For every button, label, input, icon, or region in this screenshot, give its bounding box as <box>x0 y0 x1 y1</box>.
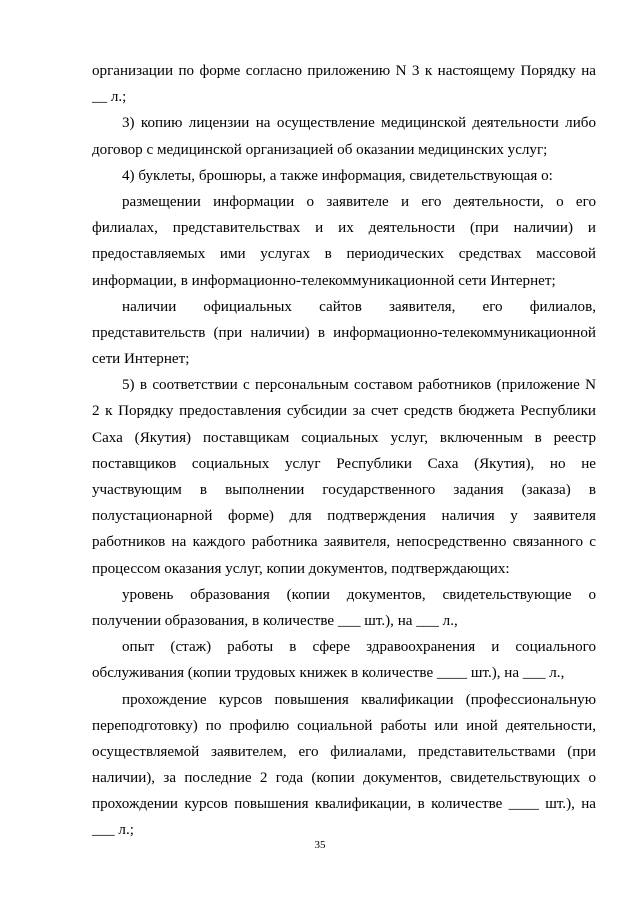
text-line: наличии официальных сайтов заявителя, его филиалов, <box>122 298 596 315</box>
text-line: работников на каждого работника заявителя, непосредственно связанного с <box>92 534 596 551</box>
text-line: ___ л.; <box>92 822 134 839</box>
text-line: переподготовку) по профилю социальной работы или иной деятельности, <box>92 717 596 734</box>
text-line: филиалах, представительствах и их деятельности (при наличии) и <box>92 220 596 237</box>
text-line: сети Интернет; <box>92 351 190 368</box>
text-line: прохождение курсов повышения квалификации (профессиональную <box>122 691 596 708</box>
text-line: Саха (Якутия) поставщикам социальных услуг, включенным в реестр <box>92 429 596 446</box>
text-line: наличии), за последние 2 года (копии документов, свидетельствующих о <box>92 770 596 787</box>
text-line: __ л.; <box>92 89 127 106</box>
text-line: получении образования, в количестве ___ шт.), на ___ л., <box>92 612 458 629</box>
text-line: процессом оказания услуг, копии документов, подтверждающих: <box>92 560 510 577</box>
text-line: информации, в информационно-телекоммуникационной сети Интернет; <box>92 272 556 289</box>
text-line: организации по форме согласно приложению N 3 к настоящему Порядку на <box>92 63 596 79</box>
text-line: поставщиков социальных услуг Республики Саха (Якутия), но не <box>92 455 596 472</box>
text-line: 2 к Порядку предоставления субсидии за счет средств бюджета Республики <box>92 403 596 420</box>
text-line: представительств (при наличии) в информационно-телекоммуникационной <box>92 324 596 341</box>
text-line: уровень образования (копии документов, свидетельствующие о <box>122 586 596 603</box>
text-line: полустационарной форме) для подтверждения наличия у заявителя <box>92 508 596 525</box>
text-line: 3) копию лицензии на осуществление медицинской деятельности либо <box>122 115 596 132</box>
page-number: 35 <box>314 839 326 851</box>
text-line: 5) в соответствии с персональным составом работников (приложение N <box>122 377 596 394</box>
text-line: размещении информации о заявителе и его деятельности, о его <box>122 193 596 210</box>
text-line: опыт (стаж) работы в сфере здравоохранения и социального <box>122 639 596 656</box>
text-line: предоставляемых ими услугах в периодических средствах массовой <box>92 246 596 263</box>
text-line: осуществляемой заявителем, его филиалами, представительствами (при <box>92 743 596 760</box>
text-line: участвующим в выполнении государственного задания (заказа) в <box>92 482 596 498</box>
text-line: прохождении курсов повышения квалификации, в количестве ____ шт.), на <box>92 796 596 813</box>
text-line: договор с медицинской организацией об оказании медицинских услуг; <box>92 141 548 158</box>
document-body <box>92 58 596 844</box>
text-line: 4) буклеты, брошюры, а также информация, свидетельствующая о: <box>122 167 553 184</box>
text-line: обслуживания (копии трудовых книжек в количестве ____ шт.), на ___ л., <box>92 665 565 682</box>
